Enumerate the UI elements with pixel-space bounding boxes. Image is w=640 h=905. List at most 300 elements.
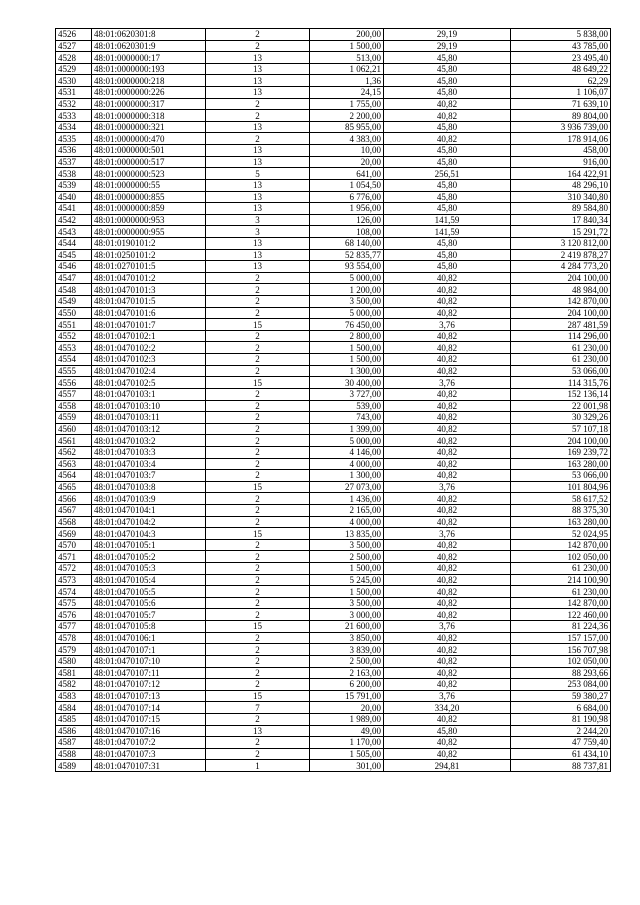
cadastral-value-cell: 61 230,00 xyxy=(511,354,611,366)
cadastral-number-cell: 48:01:0470107:10 xyxy=(92,655,206,667)
row-number-cell: 4552 xyxy=(56,330,92,342)
cadastral-number-cell: 48:01:0470101:5 xyxy=(92,296,206,308)
category-code-cell: 2 xyxy=(206,597,310,609)
cadastral-number-cell: 48:01:0470104:3 xyxy=(92,528,206,540)
area-value-cell: 4 383,00 xyxy=(310,133,384,145)
area-value-cell: 513,00 xyxy=(310,52,384,64)
row-number-cell: 4553 xyxy=(56,342,92,354)
row-number-cell: 4531 xyxy=(56,87,92,99)
cadastral-value-cell: 81 190,98 xyxy=(511,713,611,725)
area-value-cell: 5 000,00 xyxy=(310,272,384,284)
cadastral-number-cell: 48:01:0000000:517 xyxy=(92,156,206,168)
table-row xyxy=(56,644,611,656)
cadastral-value-cell: 102 050,00 xyxy=(511,655,611,667)
category-code-cell: 3 xyxy=(206,226,310,238)
area-value-cell: 6 200,00 xyxy=(310,679,384,691)
rate-value-cell: 3,76 xyxy=(384,690,511,702)
table-row xyxy=(56,528,611,540)
area-value-cell: 21 600,00 xyxy=(310,621,384,633)
rate-value-cell: 40,82 xyxy=(384,539,511,551)
cadastral-number-cell: 48:01:0270101:5 xyxy=(92,261,206,273)
cadastral-value-cell: 152 136,14 xyxy=(511,388,611,400)
row-number-cell: 4579 xyxy=(56,644,92,656)
category-code-cell: 2 xyxy=(206,446,310,458)
area-value-cell: 2 163,00 xyxy=(310,667,384,679)
rate-value-cell: 45,80 xyxy=(384,156,511,168)
cadastral-value-cell: 88 375,30 xyxy=(511,504,611,516)
area-value-cell: 49,00 xyxy=(310,725,384,737)
area-value-cell: 1 956,00 xyxy=(310,203,384,215)
cadastral-number-cell: 48:01:0470103:12 xyxy=(92,423,206,435)
category-code-cell: 13 xyxy=(206,725,310,737)
area-value-cell: 1 300,00 xyxy=(310,365,384,377)
rate-value-cell: 40,82 xyxy=(384,504,511,516)
category-code-cell: 2 xyxy=(206,667,310,679)
cadastral-number-cell: 48:01:0470103:8 xyxy=(92,481,206,493)
cadastral-value-cell: 48 649,22 xyxy=(511,63,611,75)
cadastral-number-cell: 48:01:0470102:5 xyxy=(92,377,206,389)
cadastral-value-cell: 204 100,00 xyxy=(511,435,611,447)
area-value-cell: 1 436,00 xyxy=(310,493,384,505)
row-number-cell: 4567 xyxy=(56,504,92,516)
cadastral-value-cell: 142 870,00 xyxy=(511,597,611,609)
cadastral-value-cell: 2 244,20 xyxy=(511,725,611,737)
area-value-cell: 1 300,00 xyxy=(310,470,384,482)
cadastral-value-cell: 53 066,00 xyxy=(511,470,611,482)
table-row xyxy=(56,237,611,249)
category-code-cell: 2 xyxy=(206,574,310,586)
area-value-cell: 3 500,00 xyxy=(310,597,384,609)
rate-value-cell: 40,82 xyxy=(384,713,511,725)
area-value-cell: 4 000,00 xyxy=(310,516,384,528)
table-row xyxy=(56,586,611,598)
rate-value-cell: 3,76 xyxy=(384,528,511,540)
cadastral-value-cell: 204 100,00 xyxy=(511,307,611,319)
area-value-cell: 2 800,00 xyxy=(310,330,384,342)
row-number-cell: 4550 xyxy=(56,307,92,319)
area-value-cell: 1 170,00 xyxy=(310,737,384,749)
cadastral-value-cell: 163 280,00 xyxy=(511,516,611,528)
rate-value-cell: 40,82 xyxy=(384,435,511,447)
area-value-cell: 1 500,00 xyxy=(310,40,384,52)
cadastral-number-cell: 48:01:0000000:218 xyxy=(92,75,206,87)
rate-value-cell: 40,82 xyxy=(384,493,511,505)
rate-value-cell: 45,80 xyxy=(384,63,511,75)
cadastral-number-cell: 48:01:0000000:855 xyxy=(92,191,206,203)
rate-value-cell: 294,81 xyxy=(384,760,511,772)
table-row xyxy=(56,377,611,389)
cadastral-value-cell: 22 001,98 xyxy=(511,400,611,412)
row-number-cell: 4559 xyxy=(56,412,92,424)
table-row xyxy=(56,319,611,331)
category-code-cell: 15 xyxy=(206,319,310,331)
area-value-cell: 2 500,00 xyxy=(310,655,384,667)
rate-value-cell: 3,76 xyxy=(384,621,511,633)
cadastral-value-cell: 157 157,00 xyxy=(511,632,611,644)
cadastral-number-cell: 48:01:0470107:1 xyxy=(92,644,206,656)
table-row xyxy=(56,737,611,749)
cadastral-value-cell: 57 107,18 xyxy=(511,423,611,435)
category-code-cell: 13 xyxy=(206,75,310,87)
category-code-cell: 2 xyxy=(206,400,310,412)
cadastral-number-cell: 48:01:0000000:55 xyxy=(92,179,206,191)
category-code-cell: 3 xyxy=(206,214,310,226)
rate-value-cell: 40,82 xyxy=(384,737,511,749)
table-row xyxy=(56,435,611,447)
rate-value-cell: 40,82 xyxy=(384,458,511,470)
row-number-cell: 4529 xyxy=(56,63,92,75)
area-value-cell: 1 062,21 xyxy=(310,63,384,75)
area-value-cell: 126,00 xyxy=(310,214,384,226)
category-code-cell: 2 xyxy=(206,563,310,575)
category-code-cell: 2 xyxy=(206,342,310,354)
row-number-cell: 4566 xyxy=(56,493,92,505)
cadastral-number-cell: 48:01:0470104:1 xyxy=(92,504,206,516)
row-number-cell: 4556 xyxy=(56,377,92,389)
cadastral-number-cell: 48:01:0470106:1 xyxy=(92,632,206,644)
row-number-cell: 4570 xyxy=(56,539,92,551)
cadastral-value-cell: 114 296,00 xyxy=(511,330,611,342)
cadastral-value-cell: 178 914,06 xyxy=(511,133,611,145)
area-value-cell: 1 755,00 xyxy=(310,98,384,110)
cadastral-value-cell: 62,29 xyxy=(511,75,611,87)
cadastral-number-cell: 48:01:0470103:4 xyxy=(92,458,206,470)
cadastral-value-cell: 101 804,96 xyxy=(511,481,611,493)
table-row xyxy=(56,249,611,261)
rate-value-cell: 40,82 xyxy=(384,470,511,482)
table-row xyxy=(56,388,611,400)
cadastral-value-cell: 253 084,00 xyxy=(511,679,611,691)
rate-value-cell: 40,82 xyxy=(384,551,511,563)
row-number-cell: 4545 xyxy=(56,249,92,261)
rate-value-cell: 40,82 xyxy=(384,354,511,366)
cadastral-value-cell: 142 870,00 xyxy=(511,539,611,551)
rate-value-cell: 3,76 xyxy=(384,319,511,331)
table-row xyxy=(56,110,611,122)
cadastral-number-cell: 48:01:0470105:5 xyxy=(92,586,206,598)
area-value-cell: 743,00 xyxy=(310,412,384,424)
cadastral-value-cell: 59 380,27 xyxy=(511,690,611,702)
category-code-cell: 2 xyxy=(206,516,310,528)
table-row xyxy=(56,493,611,505)
table-row xyxy=(56,609,611,621)
area-value-cell: 85 955,00 xyxy=(310,121,384,133)
cadastral-number-cell: 48:01:0470105:2 xyxy=(92,551,206,563)
cadastral-value-cell: 61 230,00 xyxy=(511,586,611,598)
cadastral-number-cell: 48:01:0470103:3 xyxy=(92,446,206,458)
cadastral-value-cell: 3 120 812,00 xyxy=(511,237,611,249)
table-row xyxy=(56,690,611,702)
category-code-cell: 2 xyxy=(206,737,310,749)
row-number-cell: 4555 xyxy=(56,365,92,377)
category-code-cell: 15 xyxy=(206,621,310,633)
row-number-cell: 4547 xyxy=(56,272,92,284)
category-code-cell: 2 xyxy=(206,388,310,400)
row-number-cell: 4557 xyxy=(56,388,92,400)
area-value-cell: 1 200,00 xyxy=(310,284,384,296)
area-value-cell: 2 165,00 xyxy=(310,504,384,516)
cadastral-value-cell: 114 315,76 xyxy=(511,377,611,389)
row-number-cell: 4544 xyxy=(56,237,92,249)
rate-value-cell: 40,82 xyxy=(384,609,511,621)
table-row xyxy=(56,713,611,725)
table-row xyxy=(56,203,611,215)
row-number-cell: 4573 xyxy=(56,574,92,586)
cadastral-number-cell: 48:01:0470107:11 xyxy=(92,667,206,679)
area-value-cell: 108,00 xyxy=(310,226,384,238)
cadastral-number-cell: 48:01:0470102:4 xyxy=(92,365,206,377)
row-number-cell: 4589 xyxy=(56,760,92,772)
rate-value-cell: 45,80 xyxy=(384,249,511,261)
cadastral-value-cell: 6 684,00 xyxy=(511,702,611,714)
row-number-cell: 4549 xyxy=(56,296,92,308)
cadastral-value-cell: 163 280,00 xyxy=(511,458,611,470)
cadastral-number-cell: 48:01:0000000:321 xyxy=(92,121,206,133)
cadastral-number-cell: 48:01:0470103:1 xyxy=(92,388,206,400)
cadastral-number-cell: 48:01:0470107:2 xyxy=(92,737,206,749)
area-value-cell: 13 835,00 xyxy=(310,528,384,540)
cadastral-value-cell: 458,00 xyxy=(511,145,611,157)
cadastral-number-cell: 48:01:0470105:8 xyxy=(92,621,206,633)
rate-value-cell: 29,19 xyxy=(384,40,511,52)
category-code-cell: 2 xyxy=(206,412,310,424)
rate-value-cell: 40,82 xyxy=(384,516,511,528)
category-code-cell: 13 xyxy=(206,179,310,191)
area-value-cell: 5 245,00 xyxy=(310,574,384,586)
area-value-cell: 2 500,00 xyxy=(310,551,384,563)
cadastral-number-cell: 48:01:0470107:31 xyxy=(92,760,206,772)
cadastral-number-cell: 48:01:0470103:11 xyxy=(92,412,206,424)
row-number-cell: 4551 xyxy=(56,319,92,331)
rate-value-cell: 40,82 xyxy=(384,597,511,609)
row-number-cell: 4536 xyxy=(56,145,92,157)
cadastral-number-cell: 48:01:0000000:318 xyxy=(92,110,206,122)
cadastral-number-cell: 48:01:0470103:2 xyxy=(92,435,206,447)
table-row xyxy=(56,516,611,528)
category-code-cell: 13 xyxy=(206,145,310,157)
cadastral-value-cell: 310 340,80 xyxy=(511,191,611,203)
cadastral-value-cell: 4 284 773,20 xyxy=(511,261,611,273)
category-code-cell: 13 xyxy=(206,191,310,203)
row-number-cell: 4541 xyxy=(56,203,92,215)
row-number-cell: 4585 xyxy=(56,713,92,725)
cadastral-number-cell: 48:01:0470107:13 xyxy=(92,690,206,702)
cadastral-number-cell: 48:01:0470101:6 xyxy=(92,307,206,319)
category-code-cell: 13 xyxy=(206,63,310,75)
cadastral-number-cell: 48:01:0470101:2 xyxy=(92,272,206,284)
rate-value-cell: 40,82 xyxy=(384,412,511,424)
category-code-cell: 2 xyxy=(206,679,310,691)
row-number-cell: 4565 xyxy=(56,481,92,493)
category-code-cell: 2 xyxy=(206,29,310,41)
cadastral-number-cell: 48:01:0470101:7 xyxy=(92,319,206,331)
rate-value-cell: 40,82 xyxy=(384,748,511,760)
row-number-cell: 4569 xyxy=(56,528,92,540)
cadastral-value-cell: 61 434,10 xyxy=(511,748,611,760)
area-value-cell: 68 140,00 xyxy=(310,237,384,249)
rate-value-cell: 40,82 xyxy=(384,667,511,679)
category-code-cell: 7 xyxy=(206,702,310,714)
area-value-cell: 6 776,00 xyxy=(310,191,384,203)
category-code-cell: 2 xyxy=(206,586,310,598)
cadastral-number-cell: 48:01:0470104:2 xyxy=(92,516,206,528)
category-code-cell: 2 xyxy=(206,435,310,447)
rate-value-cell: 29,19 xyxy=(384,29,511,41)
row-number-cell: 4542 xyxy=(56,214,92,226)
category-code-cell: 2 xyxy=(206,354,310,366)
table-row xyxy=(56,296,611,308)
cadastral-number-cell: 48:01:0470107:15 xyxy=(92,713,206,725)
rate-value-cell: 45,80 xyxy=(384,145,511,157)
area-value-cell: 30 400,00 xyxy=(310,377,384,389)
category-code-cell: 2 xyxy=(206,296,310,308)
rate-value-cell: 40,82 xyxy=(384,330,511,342)
row-number-cell: 4578 xyxy=(56,632,92,644)
rate-value-cell: 40,82 xyxy=(384,655,511,667)
row-number-cell: 4582 xyxy=(56,679,92,691)
cadastral-value-cell: 88 293,66 xyxy=(511,667,611,679)
cadastral-value-cell: 102 050,00 xyxy=(511,551,611,563)
table-row xyxy=(56,330,611,342)
category-code-cell: 13 xyxy=(206,203,310,215)
row-number-cell: 4532 xyxy=(56,98,92,110)
area-value-cell: 200,00 xyxy=(310,29,384,41)
cadastral-value-cell: 61 230,00 xyxy=(511,342,611,354)
row-number-cell: 4558 xyxy=(56,400,92,412)
category-code-cell: 15 xyxy=(206,528,310,540)
table-row xyxy=(56,632,611,644)
area-value-cell: 20,00 xyxy=(310,156,384,168)
area-value-cell: 301,00 xyxy=(310,760,384,772)
cadastral-number-cell: 48:01:0000000:859 xyxy=(92,203,206,215)
cadastral-value-cell: 15 291,72 xyxy=(511,226,611,238)
row-number-cell: 4527 xyxy=(56,40,92,52)
rate-value-cell: 45,80 xyxy=(384,725,511,737)
category-code-cell: 2 xyxy=(206,609,310,621)
row-number-cell: 4583 xyxy=(56,690,92,702)
row-number-cell: 4563 xyxy=(56,458,92,470)
category-code-cell: 2 xyxy=(206,284,310,296)
table-row xyxy=(56,539,611,551)
row-number-cell: 4587 xyxy=(56,737,92,749)
rate-value-cell: 45,80 xyxy=(384,121,511,133)
table-row xyxy=(56,504,611,516)
table-row xyxy=(56,667,611,679)
cadastral-value-cell: 916,00 xyxy=(511,156,611,168)
category-code-cell: 2 xyxy=(206,423,310,435)
table-row xyxy=(56,400,611,412)
cadastral-value-cell: 3 936 739,00 xyxy=(511,121,611,133)
area-value-cell: 76 450,00 xyxy=(310,319,384,331)
area-value-cell: 3 500,00 xyxy=(310,296,384,308)
category-code-cell: 2 xyxy=(206,713,310,725)
row-number-cell: 4581 xyxy=(56,667,92,679)
category-code-cell: 13 xyxy=(206,156,310,168)
table-row xyxy=(56,214,611,226)
row-number-cell: 4546 xyxy=(56,261,92,273)
row-number-cell: 4580 xyxy=(56,655,92,667)
area-value-cell: 10,00 xyxy=(310,145,384,157)
cadastral-number-cell: 48:01:0470107:3 xyxy=(92,748,206,760)
area-value-cell: 3 500,00 xyxy=(310,539,384,551)
area-value-cell: 3 727,00 xyxy=(310,388,384,400)
rate-value-cell: 45,80 xyxy=(384,237,511,249)
table-row xyxy=(56,725,611,737)
category-code-cell: 2 xyxy=(206,458,310,470)
category-code-cell: 2 xyxy=(206,330,310,342)
cadastral-value-cell: 61 230,00 xyxy=(511,563,611,575)
cadastral-number-cell: 48:01:0000000:955 xyxy=(92,226,206,238)
rate-value-cell: 40,82 xyxy=(384,98,511,110)
category-code-cell: 13 xyxy=(206,121,310,133)
cadastral-number-cell: 48:01:0470105:3 xyxy=(92,563,206,575)
cadastral-value-cell: 287 481,59 xyxy=(511,319,611,331)
rate-value-cell: 40,82 xyxy=(384,307,511,319)
table-row xyxy=(56,679,611,691)
table-row xyxy=(56,98,611,110)
table-row xyxy=(56,121,611,133)
category-code-cell: 13 xyxy=(206,237,310,249)
cadastral-value-cell: 43 785,00 xyxy=(511,40,611,52)
rate-value-cell: 141,59 xyxy=(384,214,511,226)
cadastral-number-cell: 48:01:0000000:317 xyxy=(92,98,206,110)
category-code-cell: 2 xyxy=(206,307,310,319)
row-number-cell: 4561 xyxy=(56,435,92,447)
table-row xyxy=(56,551,611,563)
cadastral-number-cell: 48:01:0000000:17 xyxy=(92,52,206,64)
cadastral-number-cell: 48:01:0000000:953 xyxy=(92,214,206,226)
rate-value-cell: 3,76 xyxy=(384,481,511,493)
table-row xyxy=(56,342,611,354)
rate-value-cell: 141,59 xyxy=(384,226,511,238)
rate-value-cell: 40,82 xyxy=(384,423,511,435)
table-row xyxy=(56,284,611,296)
category-code-cell: 15 xyxy=(206,377,310,389)
cadastral-value-cell: 81 224,36 xyxy=(511,621,611,633)
cadastral-value-cell: 89 804,00 xyxy=(511,110,611,122)
row-number-cell: 4564 xyxy=(56,470,92,482)
row-number-cell: 4539 xyxy=(56,179,92,191)
category-code-cell: 2 xyxy=(206,40,310,52)
category-code-cell: 13 xyxy=(206,249,310,261)
table-row xyxy=(56,412,611,424)
rate-value-cell: 40,82 xyxy=(384,632,511,644)
table-row xyxy=(56,748,611,760)
cadastral-number-cell: 48:01:0470107:12 xyxy=(92,679,206,691)
row-number-cell: 4535 xyxy=(56,133,92,145)
rate-value-cell: 40,82 xyxy=(384,400,511,412)
area-value-cell: 539,00 xyxy=(310,400,384,412)
table-row xyxy=(56,75,611,87)
rate-value-cell: 40,82 xyxy=(384,574,511,586)
row-number-cell: 4538 xyxy=(56,168,92,180)
area-value-cell: 3 000,00 xyxy=(310,609,384,621)
rate-value-cell: 40,82 xyxy=(384,365,511,377)
area-value-cell: 3 850,00 xyxy=(310,632,384,644)
area-value-cell: 641,00 xyxy=(310,168,384,180)
cadastral-value-cell: 2 419 878,27 xyxy=(511,249,611,261)
area-value-cell: 1 500,00 xyxy=(310,342,384,354)
cadastral-number-cell: 48:01:0470103:10 xyxy=(92,400,206,412)
cadastral-number-cell: 48:01:0470105:1 xyxy=(92,539,206,551)
rate-value-cell: 256,51 xyxy=(384,168,511,180)
category-code-cell: 2 xyxy=(206,272,310,284)
cadastral-value-cell: 142 870,00 xyxy=(511,296,611,308)
area-value-cell: 5 000,00 xyxy=(310,435,384,447)
category-code-cell: 2 xyxy=(206,110,310,122)
cadastral-number-cell: 48:01:0470102:3 xyxy=(92,354,206,366)
area-value-cell: 1 054,50 xyxy=(310,179,384,191)
